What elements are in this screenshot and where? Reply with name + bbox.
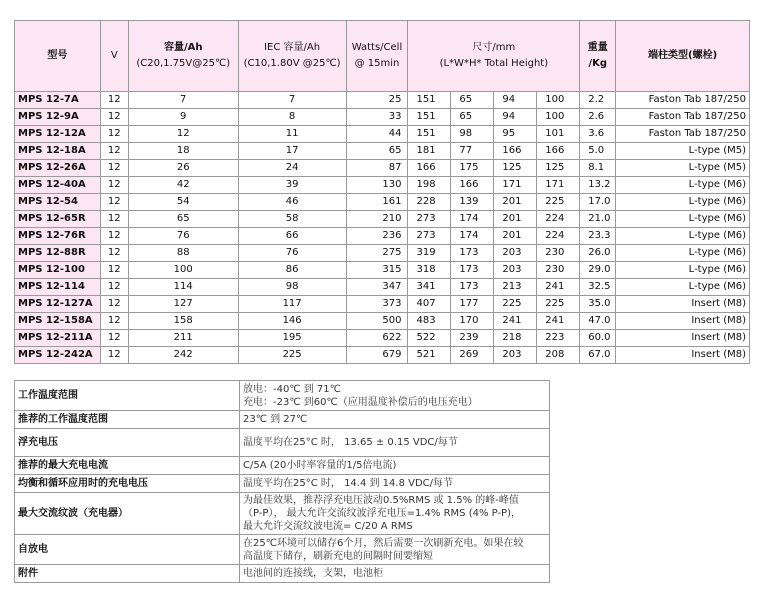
header-watts-line2: @ 15min: [354, 58, 400, 69]
list-item: [15, 381, 550, 411]
header-capacity: [128, 21, 238, 92]
total-height-cell: 230: [537, 245, 580, 262]
weight-cell: 60.0: [580, 330, 616, 347]
total-height-cell: 171: [537, 177, 580, 194]
list-item: [15, 493, 550, 535]
parameter-value-line: 23℃ 到 27℃: [243, 414, 308, 425]
width-cell: 174: [451, 211, 494, 228]
height-cell: 241: [494, 313, 537, 330]
parameter-label: 工作温度范围: [15, 381, 240, 411]
model-cell: MPS 12-242A: [15, 347, 101, 364]
list-item: [15, 411, 550, 429]
parameter-value-line: 温度平均在25°C 时， 13.65 ± 0.15 VDC/每节: [243, 437, 458, 448]
total-height-cell: 224: [537, 211, 580, 228]
iec-capacity-cell: 195: [238, 330, 346, 347]
parameter-value-line: （P-P）， 最大允许交流纹波浮充电压=1.4% RMS (4% P-P)，: [243, 508, 521, 519]
terminal-cell: L-type (M6): [616, 245, 750, 262]
parameter-value: [240, 475, 550, 493]
model-cell: MPS 12-7A: [15, 92, 101, 109]
header-weight-line1: 重量: [587, 42, 608, 53]
parameter-value-line: 最大允许交流纹波电流= C/20 A RMS: [243, 521, 413, 532]
width-cell: 65: [451, 109, 494, 126]
voltage-cell: 12: [100, 262, 128, 279]
header-capacity-line2: (C20,1.75V@25℃): [136, 58, 231, 69]
length-cell: 273: [408, 228, 451, 245]
weight-cell: 21.0: [580, 211, 616, 228]
capacity-cell: 242: [128, 347, 238, 364]
list-item: [15, 565, 550, 583]
height-cell: 94: [494, 109, 537, 126]
weight-cell: 35.0: [580, 296, 616, 313]
length-cell: 198: [408, 177, 451, 194]
iec-capacity-cell: 8: [238, 109, 346, 126]
parameter-value: [240, 381, 550, 411]
table-row: [15, 296, 750, 313]
list-item: [15, 429, 550, 457]
total-height-cell: 241: [537, 279, 580, 296]
total-height-cell: 101: [537, 126, 580, 143]
model-cell: MPS 12-127A: [15, 296, 101, 313]
length-cell: 407: [408, 296, 451, 313]
height-cell: 166: [494, 143, 537, 160]
length-cell: 521: [408, 347, 451, 364]
header-terminal: 端柱类型(螺栓): [616, 21, 750, 92]
length-cell: 483: [408, 313, 451, 330]
length-cell: 166: [408, 160, 451, 177]
weight-cell: 23.3: [580, 228, 616, 245]
table-row: [15, 279, 750, 296]
width-cell: 239: [451, 330, 494, 347]
table-row: [15, 245, 750, 262]
height-cell: 95: [494, 126, 537, 143]
parameter-label: 推荐的最大充电电流: [15, 457, 240, 475]
capacity-cell: 26: [128, 160, 238, 177]
parameter-value: [240, 457, 550, 475]
header-watts-line1: Watts/Cell: [351, 42, 403, 53]
width-cell: 65: [451, 92, 494, 109]
weight-cell: 13.2: [580, 177, 616, 194]
watts-cell: 373: [346, 296, 408, 313]
table-row: [15, 126, 750, 143]
watts-cell: 275: [346, 245, 408, 262]
terminal-cell: Insert (M8): [616, 296, 750, 313]
total-height-cell: 100: [537, 109, 580, 126]
iec-capacity-cell: 11: [238, 126, 346, 143]
capacity-cell: 9: [128, 109, 238, 126]
weight-cell: 3.6: [580, 126, 616, 143]
parameter-value: [240, 411, 550, 429]
table-row: [15, 92, 750, 109]
table-row: [15, 228, 750, 245]
weight-cell: 67.0: [580, 347, 616, 364]
model-cell: MPS 12-100: [15, 262, 101, 279]
total-height-cell: 166: [537, 143, 580, 160]
terminal-cell: Faston Tab 187/250: [616, 126, 750, 143]
operating-parameters-table: [14, 380, 550, 583]
total-height-cell: 125: [537, 160, 580, 177]
voltage-cell: 12: [100, 126, 128, 143]
watts-cell: 25: [346, 92, 408, 109]
width-cell: 173: [451, 279, 494, 296]
weight-cell: 26.0: [580, 245, 616, 262]
iec-capacity-cell: 17: [238, 143, 346, 160]
watts-cell: 44: [346, 126, 408, 143]
length-cell: 273: [408, 211, 451, 228]
terminal-cell: L-type (M6): [616, 194, 750, 211]
watts-cell: 622: [346, 330, 408, 347]
watts-cell: 236: [346, 228, 408, 245]
capacity-cell: 211: [128, 330, 238, 347]
terminal-cell: L-type (M6): [616, 211, 750, 228]
length-cell: 341: [408, 279, 451, 296]
watts-cell: 500: [346, 313, 408, 330]
iec-capacity-cell: 76: [238, 245, 346, 262]
list-item: [15, 535, 550, 565]
voltage-cell: 12: [100, 313, 128, 330]
terminal-cell: Insert (M8): [616, 313, 750, 330]
iec-capacity-cell: 98: [238, 279, 346, 296]
height-cell: 125: [494, 160, 537, 177]
weight-cell: 47.0: [580, 313, 616, 330]
model-cell: MPS 12-88R: [15, 245, 101, 262]
parameter-value-line: C/5A (20小时率容量的1/5倍电流): [243, 460, 397, 471]
length-cell: 228: [408, 194, 451, 211]
voltage-cell: 12: [100, 177, 128, 194]
width-cell: 177: [451, 296, 494, 313]
terminal-cell: L-type (M6): [616, 262, 750, 279]
terminal-cell: Insert (M8): [616, 330, 750, 347]
weight-cell: 17.0: [580, 194, 616, 211]
watts-cell: 33: [346, 109, 408, 126]
terminal-cell: L-type (M6): [616, 279, 750, 296]
voltage-cell: 12: [100, 143, 128, 160]
parameter-value-line: 在25℃环境可以储存6个月，然后需要一次刷新充电。如果在较: [243, 537, 524, 549]
terminal-cell: Faston Tab 187/250: [616, 92, 750, 109]
length-cell: 522: [408, 330, 451, 347]
model-cell: MPS 12-211A: [15, 330, 101, 347]
iec-capacity-cell: 46: [238, 194, 346, 211]
parameter-label: 附件: [15, 565, 240, 583]
parameter-label: 自放电: [15, 535, 240, 565]
length-cell: 319: [408, 245, 451, 262]
voltage-cell: 12: [100, 194, 128, 211]
parameter-label: 浮充电压: [15, 429, 240, 457]
watts-cell: 347: [346, 279, 408, 296]
header-capacity-line1: 容量/Ah: [163, 42, 203, 53]
model-cell: MPS 12-18A: [15, 143, 101, 160]
width-cell: 98: [451, 126, 494, 143]
watts-cell: 161: [346, 194, 408, 211]
header-iec-line2: (C10,1.80V @25℃): [243, 58, 341, 69]
parameter-label: 最大交流纹波（充电器）: [15, 493, 240, 535]
list-item: [15, 457, 550, 475]
length-cell: 151: [408, 126, 451, 143]
header-iec-capacity: [238, 21, 346, 92]
iec-capacity-cell: 24: [238, 160, 346, 177]
parameter-value-line: 放电：-40℃ 到 71℃: [243, 383, 341, 395]
table-row: [15, 262, 750, 279]
terminal-cell: Insert (M8): [616, 347, 750, 364]
terminal-cell: L-type (M5): [616, 160, 750, 177]
header-model: 型号: [15, 21, 101, 92]
height-cell: 203: [494, 262, 537, 279]
table-row: [15, 330, 750, 347]
watts-cell: 210: [346, 211, 408, 228]
total-height-cell: 241: [537, 313, 580, 330]
voltage-cell: 12: [100, 347, 128, 364]
length-cell: 318: [408, 262, 451, 279]
voltage-cell: 12: [100, 330, 128, 347]
table-row: [15, 109, 750, 126]
capacity-cell: 54: [128, 194, 238, 211]
model-cell: MPS 12-26A: [15, 160, 101, 177]
height-cell: 225: [494, 296, 537, 313]
height-cell: 94: [494, 92, 537, 109]
header-dimensions: [408, 21, 580, 92]
parameter-value-line: 为最佳效果，推荐浮充电压波动0.5%RMS 或 1.5% 的峰-峰值: [243, 495, 519, 506]
parameter-label: 推荐的工作温度范围: [15, 411, 240, 429]
iec-capacity-cell: 146: [238, 313, 346, 330]
weight-cell: 5.0: [580, 143, 616, 160]
iec-capacity-cell: 117: [238, 296, 346, 313]
iec-capacity-cell: 7: [238, 92, 346, 109]
parameter-value: [240, 429, 550, 457]
model-cell: MPS 12-40A: [15, 177, 101, 194]
length-cell: 151: [408, 92, 451, 109]
width-cell: 170: [451, 313, 494, 330]
weight-cell: 32.5: [580, 279, 616, 296]
table-row: [15, 160, 750, 177]
width-cell: 174: [451, 228, 494, 245]
parameter-value: [240, 493, 550, 535]
total-height-cell: 230: [537, 262, 580, 279]
parameter-value-line: 充电：-23℃ 到60℃（应用温度补偿后的电压充电）: [243, 396, 478, 408]
iec-capacity-cell: 58: [238, 211, 346, 228]
voltage-cell: 12: [100, 228, 128, 245]
width-cell: 173: [451, 262, 494, 279]
length-cell: 181: [408, 143, 451, 160]
watts-cell: 87: [346, 160, 408, 177]
capacity-cell: 158: [128, 313, 238, 330]
model-cell: MPS 12-54: [15, 194, 101, 211]
watts-cell: 130: [346, 177, 408, 194]
height-cell: 203: [494, 245, 537, 262]
battery-spec-table: [14, 20, 750, 364]
total-height-cell: 225: [537, 194, 580, 211]
width-cell: 139: [451, 194, 494, 211]
height-cell: 218: [494, 330, 537, 347]
iec-capacity-cell: 225: [238, 347, 346, 364]
capacity-cell: 42: [128, 177, 238, 194]
model-cell: MPS 12-12A: [15, 126, 101, 143]
model-cell: MPS 12-65R: [15, 211, 101, 228]
header-watts: [346, 21, 408, 92]
capacity-cell: 114: [128, 279, 238, 296]
table-row: [15, 194, 750, 211]
model-cell: MPS 12-158A: [15, 313, 101, 330]
width-cell: 77: [451, 143, 494, 160]
capacity-cell: 7: [128, 92, 238, 109]
table-row: [15, 211, 750, 228]
capacity-cell: 76: [128, 228, 238, 245]
voltage-cell: 12: [100, 211, 128, 228]
iec-capacity-cell: 66: [238, 228, 346, 245]
voltage-cell: 12: [100, 92, 128, 109]
width-cell: 173: [451, 245, 494, 262]
header-weight-line2: /Kg: [588, 58, 607, 69]
total-height-cell: 224: [537, 228, 580, 245]
total-height-cell: 100: [537, 92, 580, 109]
terminal-cell: L-type (M5): [616, 143, 750, 160]
height-cell: 213: [494, 279, 537, 296]
capacity-cell: 18: [128, 143, 238, 160]
parameter-value: [240, 565, 550, 583]
voltage-cell: 12: [100, 279, 128, 296]
parameter-label: 均衡和循环应用时的充电电压: [15, 475, 240, 493]
model-cell: MPS 12-9A: [15, 109, 101, 126]
voltage-cell: 12: [100, 160, 128, 177]
length-cell: 151: [408, 109, 451, 126]
height-cell: 171: [494, 177, 537, 194]
terminal-cell: L-type (M6): [616, 228, 750, 245]
header-dim-line2: (L*W*H* Total Height): [439, 58, 549, 69]
height-cell: 201: [494, 194, 537, 211]
width-cell: 175: [451, 160, 494, 177]
table-row: [15, 177, 750, 194]
capacity-cell: 12: [128, 126, 238, 143]
capacity-cell: 88: [128, 245, 238, 262]
parameter-value-line: 温度平均在25°C 时， 14.4 到 14.8 VDC/每节: [243, 478, 454, 489]
table-row: [15, 347, 750, 364]
watts-cell: 679: [346, 347, 408, 364]
total-height-cell: 208: [537, 347, 580, 364]
width-cell: 166: [451, 177, 494, 194]
iec-capacity-cell: 39: [238, 177, 346, 194]
total-height-cell: 223: [537, 330, 580, 347]
model-cell: MPS 12-76R: [15, 228, 101, 245]
parameter-value-line: 高温度下储存，刷新充电的间隔时间要缩短: [243, 550, 433, 562]
weight-cell: 8.1: [580, 160, 616, 177]
watts-cell: 65: [346, 143, 408, 160]
spec-header-row: [15, 21, 750, 92]
list-item: [15, 475, 550, 493]
header-dim-line1: 尺寸/mm: [472, 42, 516, 53]
watts-cell: 315: [346, 262, 408, 279]
weight-cell: 29.0: [580, 262, 616, 279]
voltage-cell: 12: [100, 245, 128, 262]
table-row: [15, 313, 750, 330]
model-cell: MPS 12-114: [15, 279, 101, 296]
header-weight: [580, 21, 616, 92]
header-voltage: V: [100, 21, 128, 92]
iec-capacity-cell: 86: [238, 262, 346, 279]
header-iec-line1: IEC 容量/Ah: [264, 42, 321, 53]
height-cell: 201: [494, 211, 537, 228]
weight-cell: 2.2: [580, 92, 616, 109]
terminal-cell: L-type (M6): [616, 177, 750, 194]
table-row: [15, 143, 750, 160]
parameter-value: [240, 535, 550, 565]
height-cell: 203: [494, 347, 537, 364]
total-height-cell: 225: [537, 296, 580, 313]
capacity-cell: 65: [128, 211, 238, 228]
capacity-cell: 127: [128, 296, 238, 313]
width-cell: 269: [451, 347, 494, 364]
voltage-cell: 12: [100, 109, 128, 126]
parameter-value-line: 电池间的连接线，支架，电池柜: [243, 568, 383, 579]
weight-cell: 2.6: [580, 109, 616, 126]
height-cell: 201: [494, 228, 537, 245]
terminal-cell: Faston Tab 187/250: [616, 109, 750, 126]
voltage-cell: 12: [100, 296, 128, 313]
capacity-cell: 100: [128, 262, 238, 279]
